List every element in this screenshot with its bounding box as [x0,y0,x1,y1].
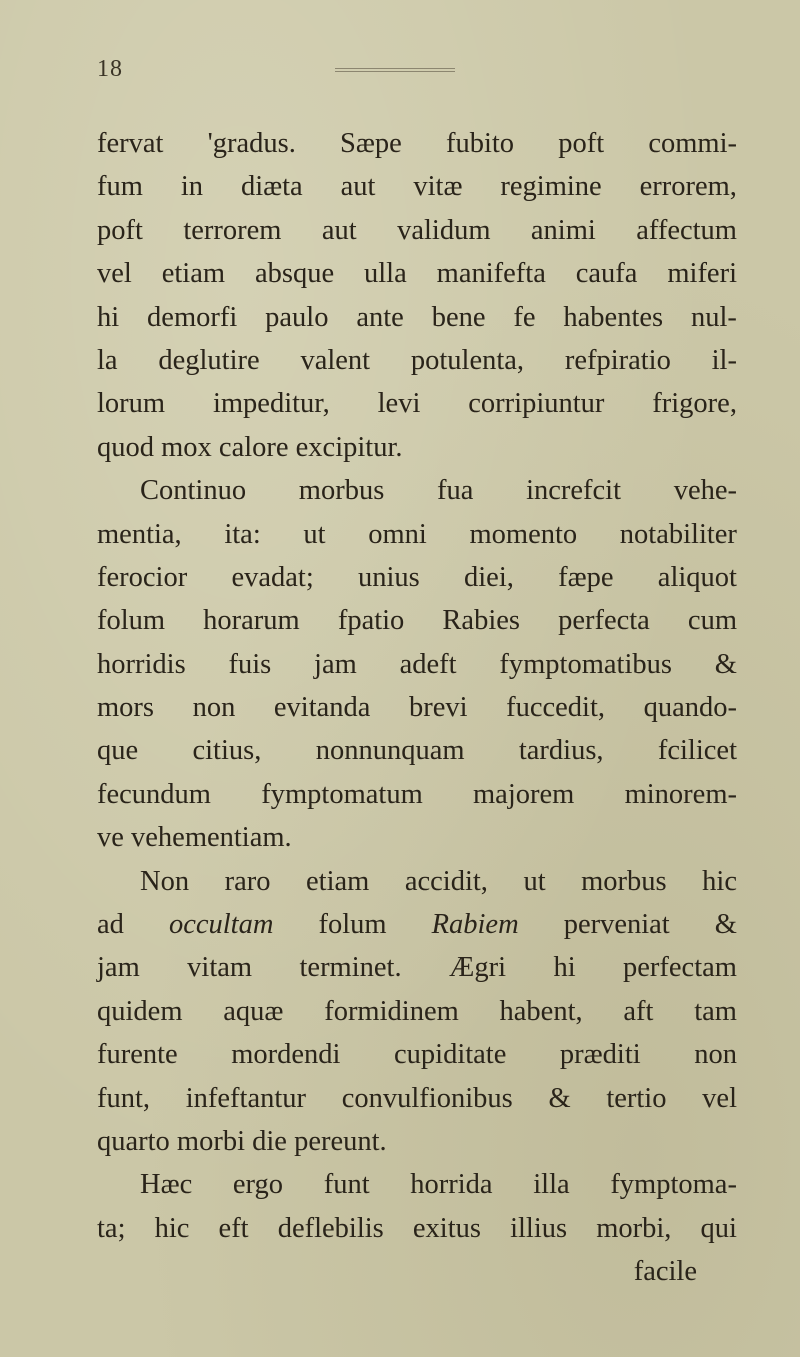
text-line: lorum impeditur, levi corripiuntur frigore, [97,388,737,420]
text-line: quarto morbi die pereunt. [97,1125,387,1157]
page-number: 18 [97,56,123,82]
text-line: ad occultam folum Rabiem perveniat & [97,909,737,941]
text-line: ferocior evadat; unius diei, fæpe aliquot [97,561,737,593]
text-line: folum horarum fpatio Rabies perfecta cum [97,605,737,637]
text-line: quod mox calore excipitur. [97,431,403,463]
text-line: funt, infeftantur convulfionibus & tertio vel [97,1082,737,1114]
body-text [97,122,737,1294]
header-rule [335,68,455,74]
text-line: quidem aquæ formidinem habent, aft tam [97,995,737,1027]
text-line: jam vitam terminet. Ægri hi perfectam [97,952,737,984]
text-line: Hæc ergo funt horrida illa fymptoma- [140,1169,737,1201]
text-line: mentia, ita: ut omni momento notabiliter [97,518,737,550]
text-line: horridis fuis jam adeft fymptomatibus & [97,648,737,680]
text-line: poft terrorem aut validum animi affectum [97,214,737,246]
text-line: hi demorfi paulo ante bene fe habentes nul- [97,301,737,333]
text-line: Non raro etiam accidit, ut morbus hic [140,865,737,897]
text-line: vel etiam absque ulla manifefta caufa miferi [97,258,737,290]
text-line: mors non evitanda brevi fuccedit, quando- [97,692,737,724]
text-line: fecundum fymptomatum majorem minorem- [97,778,737,810]
text-line: fum in diæta aut vitæ regimine errorem, [97,171,737,203]
text-line: la deglutire valent potulenta, refpiratio il- [97,344,737,376]
text-line: fervat 'gradus. Sæpe fubito poft commi- [97,128,737,159]
text-line: ve vehementiam. [97,822,292,854]
text-line: que citius, nonnunquam tardius, fcilicet [97,735,737,767]
catchword: facile [633,1256,697,1288]
text-line: Continuo morbus fua increfcit vehe- [140,475,737,507]
text-line: ta; hic eft deflebilis exitus illius morbi, qui [97,1212,737,1244]
text-line: furente mordendi cupiditate præditi non [97,1039,737,1071]
